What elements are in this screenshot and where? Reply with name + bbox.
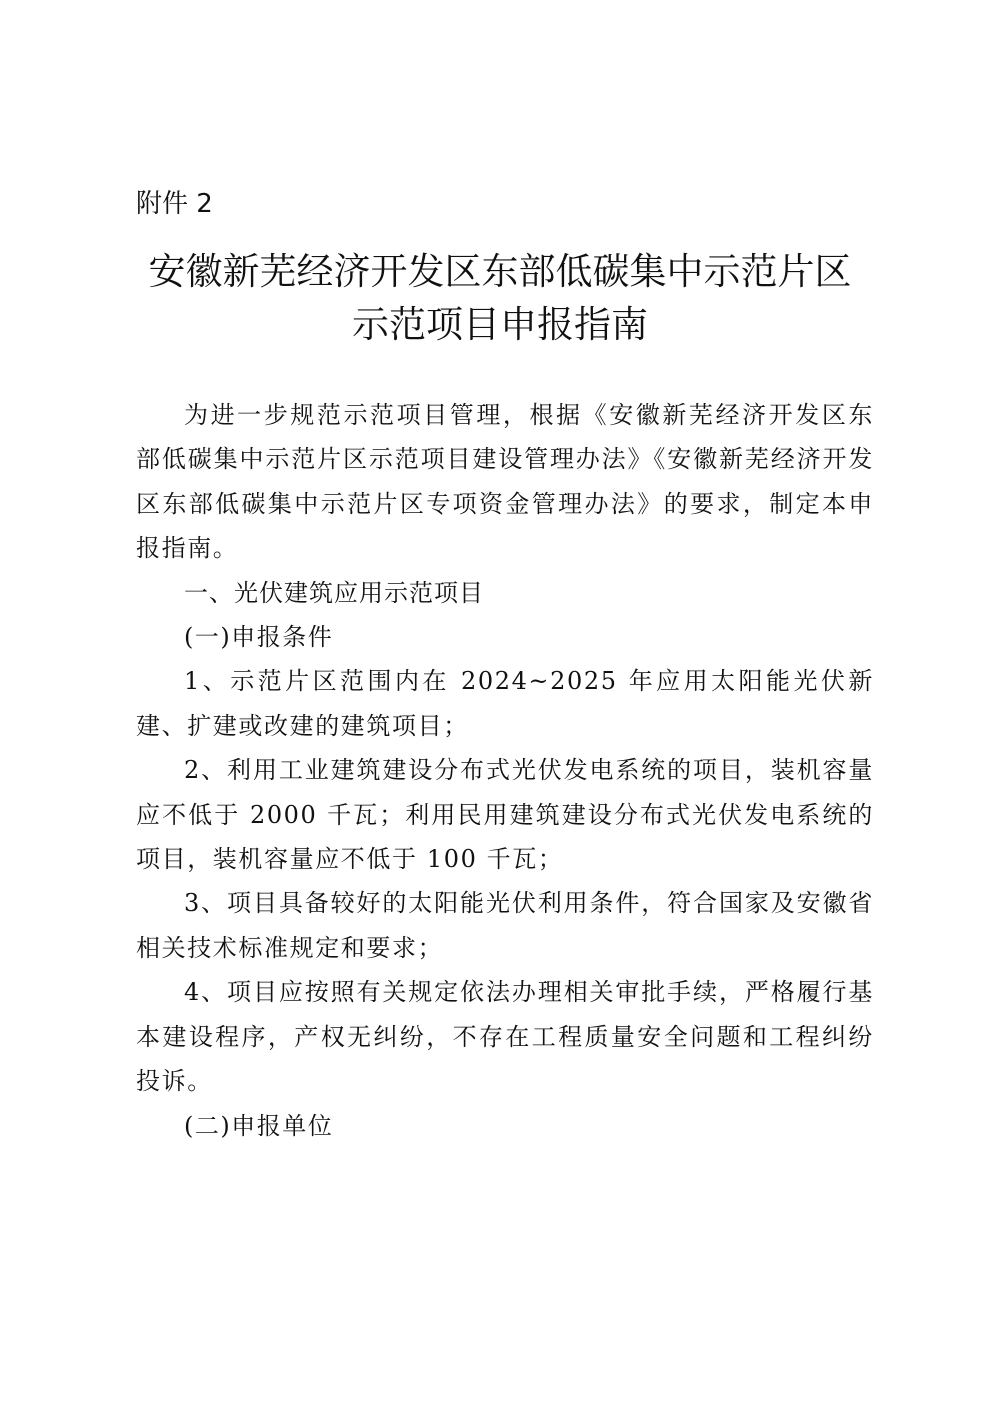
document-title-line-1: 安徽新芜经济开发区东部低碳集中示范片区 (148, 250, 852, 293)
condition-item-4: 4、项目应按照有关规定依法办理相关审批手续，严格履行基本建设程序，产权无纠纷，不存在工程质量安全问题和工程纠纷投诉。 (136, 978, 874, 1096)
condition-item-3: 3、项目具备较好的太阳能光伏利用条件，符合国家及安徽省相关技术标准规定和要求； (136, 889, 874, 962)
condition-item-2: 2、利用工业建筑建设分布式光伏发电系统的项目，装机容量应不低于 2000 千瓦；利用民用建筑建设分布式光伏发电系统的项目，装机容量应不低于 100 千瓦； (136, 756, 874, 874)
attachment-label: 附件 2 (136, 189, 213, 219)
intro-paragraph: 为进一步规范示范项目管理，根据《安徽新芜经济开发区东部低碳集中示范片区示范项目建设管理办法》《安徽新芜经济开发区东部低碳集中示范片区专项资金管理办法》的要求，制定本申报指南。 (136, 401, 874, 563)
subsection-1-heading: (一)申报条件 (184, 623, 334, 652)
condition-item-1: 1、示范片区范围内在 2024~2025 年应用太阳能光伏新建、扩建或改建的建筑项目； (136, 667, 874, 740)
subsection-2-heading: (二)申报单位 (184, 1111, 334, 1140)
section-1-heading: 一、光伏建筑应用示范项目 (184, 578, 484, 607)
document-body (136, 393, 874, 1148)
document-title-line-2: 示范项目申报指南 (352, 303, 648, 346)
